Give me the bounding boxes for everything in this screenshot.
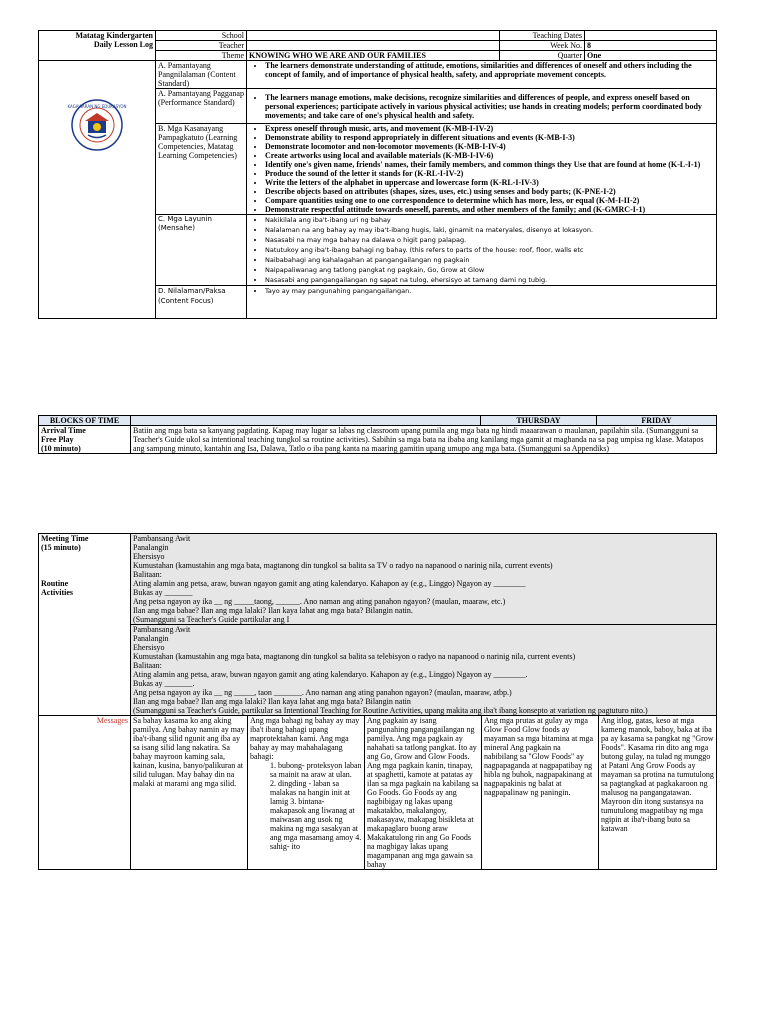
section-c-label: C. Mga Layunin (Mensahe) (156, 215, 247, 286)
deped-seal-icon (67, 99, 127, 151)
section-a1-label: A. Pamantayang Pangnilalaman (Content Standard) (156, 61, 247, 89)
section-d-content (247, 286, 717, 319)
a1-item: • The learners demonstrate understanding of attitude, emotions, similarities and differences of oneself and others including the concept of family, and of importance of physical health, safety, and appropriate movement concepts. (265, 61, 714, 79)
message-col-1: Sa bahay kasama ko ang aking pamilya. Ang bahay namin ay may iba't-ibang silid ngunit ang iba ay sa isang silid lang nakatira. Sa bahay mayroon kaming sala, kainan, kusina, banyo/palikuran at silid tulugan. May bahay din na malaki at marami ang mga silid. (131, 716, 248, 870)
c-item: • Naipapaliwanag ang tatlong pangkat ng pagkain, Go, Grow at Glow (265, 265, 714, 275)
b-item: • Write the letters of the alphabet in uppercase and lowercase form (K-RL-I-IV-3) (265, 178, 714, 187)
c-item: • Naibabahagi ang kahalagahan at pangangailangan ng pagkain (265, 255, 714, 265)
message-col-2: Ang mga bahagi ng bahay ay may iba't ibang bahagi upang maprotektahan kami. Ang mga bahay ay may mahahalagang bahagi: 1. bubong- proteksyon laban sa mainit na araw at ulan. 2. dingding - laban sa malakas na hangin init at lamig 3. bintana- makapasok ang liwanag at maiwasan ang usok ng makina ng mga sasakyan at ang mga masamang amoy 4. sahig- ito (248, 716, 365, 870)
b-item: • Identify one's given name, friends' names, their family members, and common things they Use that are found at home (K-L-I-1) (265, 160, 714, 169)
meeting-block-1: Pambansang Awit Panalangin Ehersisyo Kumustahan (kamustahin ang mga bata, magtanong din tungkol sa balita sa TV o radyo na napanood o narinig nila, current events) Balitaan: Ating alamin ang petsa, araw, buwan ngayon gamit ang ating kalendaryo. Kahapon ay (e.g., Linggo) Ngayon ay ________ Bukas ay _______ Ang petsa ngayon ay ika __ ng _____taong, ______. Ano naman ang ating panahon ngayon? (maulan, maaraw, etc.) Ilan ang mga babae? Ilan ang mga lalaki? Ilan kaya lahat ang mga bata? Bilangin natin. (Sumangguni sa Teacher's Guide partikular ang I (131, 534, 717, 625)
arrival-text: Batiin ang mga bata sa kanyang pagdating. Kapag may lugar sa labas ng classroom upang pumila ang mga bata ng hindi maaarawan o maulanan, papilahin sila. (Sumangguni sa Teacher's Guide ukol sa intentional teaching tungkol sa routine activities). Sabihin sa mga bata na ibaba ang kanilang mga gamit at maghanda na sa pag umpisa ng klase. Matapos ang sampung minuto, kantahin ang Isa, Dalawa, Tatlo o iba pang kanta na maaring gamitin upang umupo ang mga bata. (Sumangguni sa Appendiks) (131, 426, 717, 454)
blocks-header-label: BLOCKS OF TIME (39, 416, 131, 426)
week-value: 8 (585, 41, 717, 51)
teacher-label: Teacher (156, 41, 247, 51)
b-item: • Describe objects based on attributes (shapes, sizes, uses, etc.) using senses and body parts; (K-PNE-I-2) (265, 187, 714, 196)
teaching-dates-value (585, 31, 717, 41)
messages-label: Messages (39, 716, 131, 870)
section-a2-content (247, 89, 717, 124)
b-item: • Demonstrate ability to respond appropriately in different situations and events (K-MB-I-3) (265, 133, 714, 142)
message-col-5: Ang itlog, gatas, keso at mga kameng manok, baboy, baka at iba pa ay kasama sa pangkat ng "Grow Foods". Kasama rin dito ang mga butong gulay, na tulad ng munggo at Patani Ang Grow Foods ay mayaman sa protina na tumutulong sa pagtangkad at pagkakaroon ng malusog na pangangatawan. Mayroon din itong sustansya na tumutulong magpatibay ng mga ngipin at iba't-ibang buto sa katawan (599, 716, 717, 870)
b-item: • Demonstrate respectful attitude towards oneself, parents, and other members of the family; and (K-GMRC-I-1) (265, 205, 714, 214)
dll-header-table (38, 30, 717, 319)
d-item: • Tayo ay may pangunahing pangangailangan. (265, 286, 714, 296)
theme-label: Theme (156, 51, 247, 61)
week-label: Week No. (500, 41, 585, 51)
b-item: • Create artworks using local and available materials (K-MB-I-IV-6) (265, 151, 714, 160)
c-item: • Nasasabi ang pangangailangan ng sapat na tulog, ehersisyo at tamang dami ng tubig. (265, 275, 714, 285)
section-b-label: B. Mga Kasanayang Pampagkatuto (Learning Competencies, Matatag Learning Competencies) (156, 124, 247, 215)
b-item: • Express oneself through music, arts, and movement (K-MB-I-IV-2) (265, 124, 714, 133)
section-d-label: D. Nilalaman/Paksa (Content Focus) (156, 286, 247, 319)
section-b-content (247, 124, 717, 215)
c-item: • Nakikilala ang iba't-ibang uri ng bahay (265, 215, 714, 225)
b-item: • Produce the sound of the letter it stands for (K-RL-I-IV-2) (265, 169, 714, 178)
blocks-header-friday: FRIDAY (597, 416, 717, 426)
seal-arc-text: KAGAWARAN NG EDUKASYON (67, 104, 127, 109)
b-list (249, 124, 714, 214)
c-item: • Natutukoy ang iba't-ibang bahagi ng bahay. (this refers to parts of the house: roof, floor, walls etc (265, 245, 714, 255)
school-label: School (156, 31, 247, 41)
dll-title: Matatag Kindergarten Daily Lesson Log (39, 31, 156, 61)
meeting-block-2: Pambansang Awit Panalangin Ehersisyo Kumustahan (kamustahin ang mga bata, magtanong din tungkol sa balita sa telebisyon o radyo na napanood o narinig nila, current events) Balitaan: Ating alamin ang petsa, araw, buwan ngayon gamit ang ating kalendaryo. Kahapon ay (e.g., Linggo) Ngayon ay ________. Bukas ay _______. Ang petsa ngayon ay ika __ ng _____, taon _______. Ano naman ang ating panahon ngayon? (maulan, maaraw, atbp.) Ilan ang mga babae? Ilan ang mga lalaki? Ilan kaya lahat ang mga bata? Bilangin natin (Sumangguni sa Teacher's Guide, partikular sa Intentional Teaching for Routine Activities, upang makita ang iba't ibang konsepto at variation ng pagtuturo nito.) (131, 625, 717, 716)
section-c-content (247, 215, 717, 286)
teaching-dates-label: Teaching Dates (500, 31, 585, 41)
message-col-3: Ang pagkain ay isang pangunahing pangangailangan ng pamilya. Ang mga pagkain ay nahahati sa tatlong pangkat. Ito ay ang Go, Grow and Glow Foods. Ang mga pagkain kanin, tinapay, at spaghetti, kamote at patatas ay ilan sa mga pagkain na kabilang sa Go Foods. Go Foods ay ang nagbibigay ng lakas upang makatakbo, makalangoy, makasayaw, makapag bisikleta at makapaglaro buong araw Makakatulong rin ang Go Foods na magbigay lakas upang magampanan ang mga gawain sa bahay (365, 716, 482, 870)
section-a2-label: A. Pamantayang Pagganap (Performance Standard) (156, 89, 247, 124)
arrival-label: Arrival Time Free Play (10 minuto) (39, 426, 131, 454)
c-item: • Nasasabi na may mga bahay na dalawa o higit pang palapag. (265, 235, 714, 245)
meeting-label: Meeting Time (15 minuto) Routine Activities (39, 534, 131, 716)
blocks-header-blank (131, 416, 481, 426)
section-a1-content (247, 61, 717, 89)
c-item: • Nalalaman na ang bahay ay may iba't-ibang hugis, laki, ginamit na materyales, disenyo at lokasyon. (265, 225, 714, 235)
teacher-value (247, 41, 500, 51)
b-item: • Compare quantities using one to one correspondence to determine which has more, less, or equal (K-M-I-II-2) (265, 196, 714, 205)
school-value (247, 31, 500, 41)
d-list (249, 286, 714, 296)
a2-item: • The learners manage emotions, make decisions, recognize similarities and differences of people, and express oneself based on personal experiences; participate actively in various physical activities; use hands in creating models; perform coordinated body movements; and take care of one's physical health and safety. (265, 93, 714, 120)
a1-list (249, 61, 714, 79)
blocks-header-thursday: THURSDAY (481, 416, 597, 426)
message-col-4: Ang mga prutas at gulay ay mga Glow Food Glow foods ay mayaman sa mga bitamina at mga mineral Ang pagkain na nabibilang sa "Glow Foods" ay nagpapaganda at nagpapatibay ng hibla ng buhok, nagpapakinang at nagpapakinis ng balat at nagpapalinaw ng paningin. (482, 716, 599, 870)
theme-value: KNOWING WHO WE ARE AND OUR FAMILIES (247, 51, 500, 61)
logo-cell (39, 61, 156, 319)
meeting-table (38, 533, 717, 870)
quarter-label: Quarter (500, 51, 585, 61)
c-list (249, 215, 714, 285)
b-item: • Demonstrate locomotor and non-locomotor movements (K-MB-I-IV-4) (265, 142, 714, 151)
quarter-value: One (585, 51, 717, 61)
a2-list (249, 93, 714, 120)
blocks-of-time-table (38, 415, 717, 454)
